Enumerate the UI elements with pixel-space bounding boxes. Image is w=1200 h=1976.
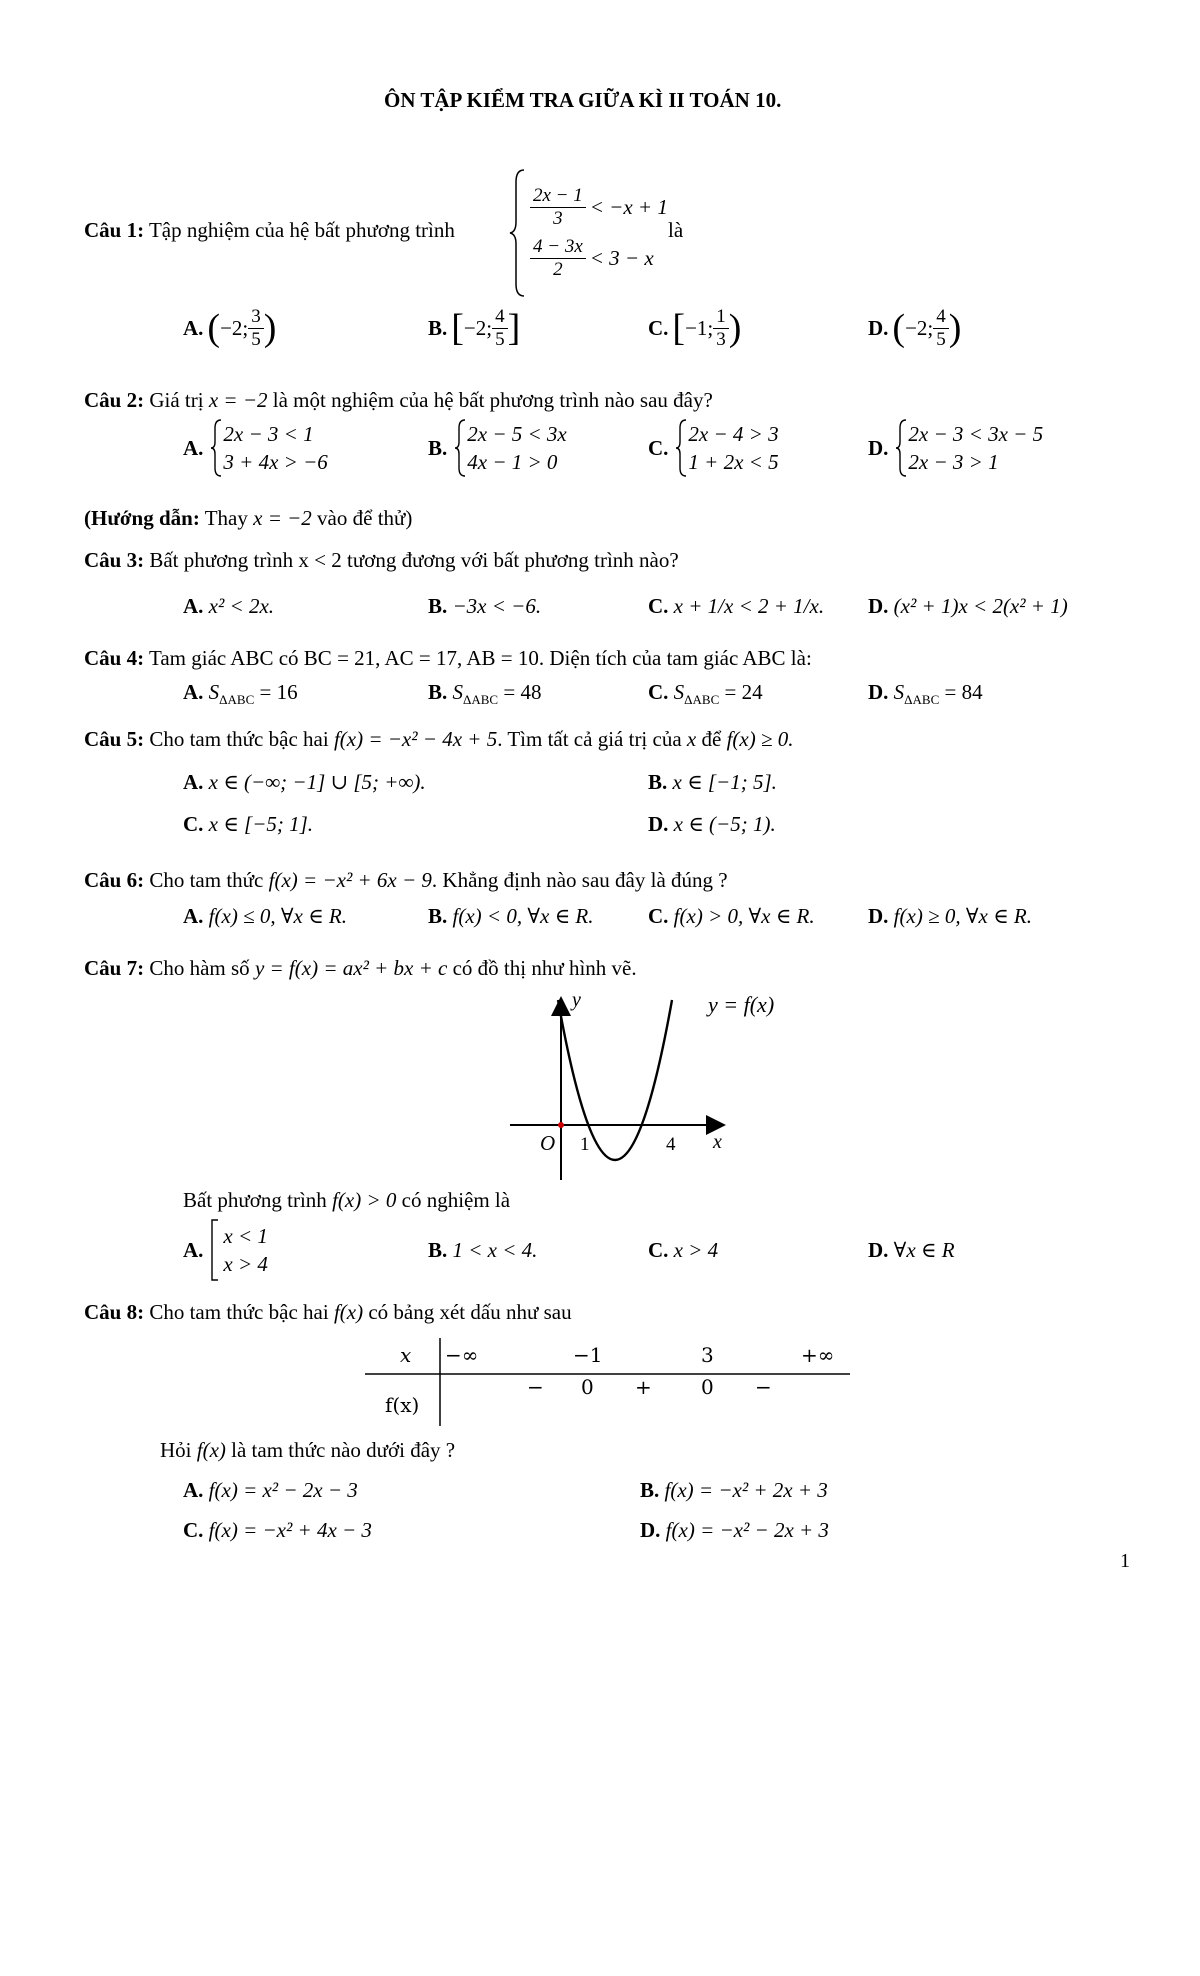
option-text: x ∈ [−1; 5]. — [672, 770, 777, 794]
option-label: C. — [183, 1518, 204, 1542]
option-value: −2; — [220, 315, 249, 340]
q7-question-expr: f(x) > 0 — [332, 1188, 397, 1212]
page-number: 1 — [1120, 1550, 1130, 1572]
q7-question-a: Bất phương trình — [183, 1188, 327, 1212]
area-sub: ΔABC — [463, 692, 499, 708]
q2-label: Câu 2: — [84, 388, 145, 412]
table-cell: − — [527, 1375, 544, 1399]
option-value: −2; — [905, 315, 934, 340]
table-head-x: x — [400, 1343, 412, 1367]
curve-label: y = f(x) — [708, 992, 775, 1017]
bracket: [ — [451, 307, 464, 350]
sys-line: 4x − 1 > 0 — [467, 450, 558, 474]
option-text: f(x) ≤ 0, ∀x ∈ R. — [208, 904, 347, 928]
q7-expr: y = f(x) = ax² + bx + c — [254, 956, 448, 980]
option-text: x ∈ (−5; 1). — [673, 812, 776, 836]
bracket: ) — [948, 307, 962, 350]
q1-stem — [84, 218, 455, 243]
q5-option-a[interactable] — [183, 770, 426, 795]
q1-label: Câu 1: — [84, 218, 145, 242]
option-label: D. — [868, 594, 889, 618]
q4-option-d[interactable] — [868, 680, 983, 708]
q1-eq2-den: 2 — [553, 258, 563, 280]
bracket: ) — [263, 307, 277, 350]
q4-stem — [84, 646, 812, 671]
option-label: B. — [428, 680, 448, 704]
q7-option-d[interactable] — [868, 1238, 955, 1263]
q2-stem — [84, 388, 713, 413]
q2-text-b: là một nghiệm của hệ bất phương trình nào sau đây? — [272, 388, 713, 412]
option-label: A. — [183, 770, 204, 794]
q5-option-d[interactable] — [648, 812, 776, 837]
q3-option-c[interactable] — [648, 594, 824, 619]
q4-option-b[interactable] — [428, 680, 541, 708]
option-label: B. — [428, 435, 448, 460]
q8-question-a: Hỏi — [160, 1438, 192, 1462]
q5-label: Câu 5: — [84, 727, 145, 751]
q5-option-b[interactable] — [648, 770, 777, 795]
q6-option-c[interactable] — [648, 904, 815, 929]
table-cell: +∞ — [801, 1343, 835, 1367]
q7-option-a[interactable] — [183, 1218, 268, 1282]
q3-text: Bất phương trình x < 2 tương đương với bất phương trình nào? — [149, 548, 679, 572]
option-label: A. — [183, 594, 204, 618]
frac-den: 5 — [936, 328, 946, 350]
left-bracket-icon — [209, 1218, 219, 1282]
frac-den: 3 — [716, 328, 726, 350]
q1-option-b[interactable] — [428, 306, 520, 351]
table-cell: − — [755, 1375, 772, 1399]
q7-option-c[interactable] — [648, 1238, 718, 1263]
table-cell: −∞ — [445, 1343, 479, 1367]
option-label: B. — [428, 904, 448, 928]
q1-eq1-rhs: < −x + 1 — [589, 195, 668, 220]
option-label: D. — [868, 680, 889, 704]
option-label: D. — [868, 315, 889, 340]
sys-line: 2x − 3 < 1 — [223, 421, 314, 446]
q1-eq1-num: 2x − 1 — [530, 185, 586, 208]
option-text: 1 < x < 4. — [452, 1238, 538, 1262]
sys-line: 3 + 4x > −6 — [223, 450, 328, 474]
option-label: A. — [183, 904, 204, 928]
q2-option-a[interactable] — [183, 418, 328, 478]
hint-text: Thay — [204, 506, 248, 530]
option-value: = 16 — [259, 680, 298, 704]
table-cell: 3 — [701, 1343, 714, 1367]
page-title: ÔN TẬP KIỂM TRA GIỮA KÌ II TOÁN 10. — [384, 88, 782, 112]
option-text: f(x) > 0, ∀x ∈ R. — [673, 904, 815, 928]
option-text: −3x < −6. — [452, 594, 542, 618]
frac-num: 4 — [492, 306, 508, 329]
table-cell: + — [635, 1375, 652, 1399]
q1-eq1-den: 3 — [553, 208, 563, 230]
q1-option-a[interactable] — [183, 306, 276, 351]
q1-eq2-num: 4 − 3x — [530, 236, 586, 259]
sys-line: 2x − 3 < 3x − 5 — [908, 421, 1044, 446]
option-value: −1; — [685, 315, 714, 340]
q1-system — [508, 168, 668, 298]
tick-label: 4 — [666, 1134, 676, 1155]
frac-num: 1 — [713, 306, 729, 329]
option-label: B. — [428, 1238, 448, 1262]
q5-option-c[interactable] — [183, 812, 313, 837]
option-label: C. — [648, 1238, 669, 1262]
option-label: A. — [183, 680, 204, 704]
q5-stem — [84, 727, 794, 752]
q8-text-a: Cho tam thức bậc hai — [149, 1300, 329, 1324]
hint-text: vào để thử) — [317, 506, 413, 530]
q6-stem — [84, 868, 728, 893]
q8-question-expr: f(x) — [196, 1438, 226, 1462]
q8-text-b: có bảng xét dấu như sau — [368, 1300, 572, 1324]
q7-label: Câu 7: — [84, 956, 145, 980]
option-label: A. — [183, 1237, 204, 1262]
q1-option-c[interactable] — [648, 306, 741, 351]
sys-line: 2x − 3 > 1 — [908, 450, 999, 474]
sign-table — [365, 1332, 855, 1428]
q7-text-a: Cho hàm số — [149, 956, 250, 980]
table-cell: 0 — [701, 1375, 714, 1399]
option-text: x ∈ (−∞; −1] ∪ [5; +∞). — [208, 770, 426, 794]
q8-question — [160, 1438, 455, 1463]
option-label: C. — [183, 812, 204, 836]
q2-option-c[interactable] — [648, 418, 779, 478]
q6-text-a: Cho tam thức — [149, 868, 264, 892]
option-text: x > 4 — [673, 1238, 719, 1262]
option-text: x² < 2x. — [208, 594, 275, 618]
q2-expr: x = −2 — [208, 388, 268, 412]
q3-label: Câu 3: — [84, 548, 145, 572]
bracket: ( — [892, 307, 906, 350]
q4-label: Câu 4: — [84, 646, 145, 670]
q6-option-a[interactable] — [183, 904, 347, 929]
hint-expr: x = −2 — [253, 506, 312, 530]
table-cell: 0 — [581, 1375, 594, 1399]
q8-stem — [84, 1300, 572, 1325]
left-brace-icon — [894, 418, 908, 478]
option-label: D. — [868, 1238, 889, 1262]
q4-text: Tam giác ABC có BC = 21, AC = 17, AB = 10. Diện tích của tam giác ABC là: — [148, 646, 812, 670]
q5-cond: f(x) ≥ 0. — [726, 727, 794, 751]
q8-option-d[interactable] — [640, 1518, 829, 1543]
q8-option-c[interactable] — [183, 1518, 372, 1543]
area-symbol: S — [208, 680, 220, 704]
option-label: D. — [648, 812, 669, 836]
q7-text-b: có đồ thị như hình vẽ. — [452, 956, 637, 980]
option-text: f(x) = −x² + 2x + 3 — [664, 1478, 828, 1502]
option-label: C. — [648, 594, 669, 618]
option-text: x ∈ [−5; 1]. — [208, 812, 314, 836]
area-sub: ΔABC — [904, 692, 940, 708]
q5-expr: f(x) = −x² − 4x + 5 — [333, 727, 498, 751]
origin-point — [558, 1122, 564, 1128]
q3-option-a[interactable] — [183, 594, 274, 619]
area-symbol: S — [893, 680, 905, 704]
left-brace-icon — [453, 418, 467, 478]
frac-den: 5 — [251, 328, 261, 350]
frac-den: 5 — [495, 328, 505, 350]
option-text: f(x) ≥ 0, ∀x ∈ R. — [893, 904, 1032, 928]
option-value: = 48 — [503, 680, 542, 704]
q6-label: Câu 6: — [84, 868, 145, 892]
option-label: C. — [648, 904, 669, 928]
sys-line: x > 4 — [223, 1252, 268, 1276]
sys-line: 1 + 2x < 5 — [688, 450, 779, 474]
sys-line: 2x − 4 > 3 — [688, 421, 779, 446]
option-text: (x² + 1)x < 2(x² + 1) — [893, 594, 1068, 618]
option-text: f(x) = −x² − 2x + 3 — [665, 1518, 829, 1542]
left-brace-icon — [674, 418, 688, 478]
q7-question — [183, 1188, 510, 1213]
q5-text-a: Cho tam thức bậc hai — [149, 727, 329, 751]
option-label: A. — [183, 435, 204, 460]
q7-option-b[interactable] — [428, 1238, 537, 1263]
sys-line: 2x − 5 < 3x — [467, 421, 567, 446]
q4-option-c[interactable] — [648, 680, 763, 708]
area-symbol: S — [673, 680, 685, 704]
parabola-curve — [558, 1000, 672, 1160]
q6-expr: f(x) = −x² + 6x − 9 — [268, 868, 432, 892]
q4-option-a[interactable] — [183, 680, 298, 708]
option-label: D. — [868, 435, 889, 460]
q6-text-b: . Khẳng định nào sau đây là đúng ? — [431, 868, 728, 892]
q6-option-d[interactable] — [868, 904, 1032, 929]
bracket: ) — [728, 307, 742, 350]
left-brace-icon — [209, 418, 223, 478]
option-label: B. — [640, 1478, 660, 1502]
option-label: B. — [428, 315, 448, 340]
left-brace-icon — [508, 168, 526, 298]
bracket: ( — [207, 307, 221, 350]
q2-option-b[interactable] — [428, 418, 567, 478]
option-label: A. — [183, 1478, 204, 1502]
option-label: A. — [183, 315, 204, 340]
option-label: C. — [648, 680, 669, 704]
area-sub: ΔABC — [219, 692, 255, 708]
option-label: B. — [648, 770, 668, 794]
x-axis-label: x — [713, 1131, 722, 1153]
option-text: f(x) = −x² + 4x − 3 — [208, 1518, 372, 1542]
table-cell: −1 — [573, 1343, 603, 1367]
hint-label: (Hướng dẫn: — [84, 506, 200, 530]
q1-option-d[interactable] — [868, 306, 961, 351]
q8-label: Câu 8: — [84, 1300, 145, 1324]
q8-option-b[interactable] — [640, 1478, 828, 1503]
bracket: [ — [672, 307, 686, 350]
q2-text-a: Giá trị — [149, 388, 204, 412]
frac-num: 3 — [248, 306, 264, 329]
q8-expr: f(x) — [333, 1300, 364, 1324]
option-value: = 24 — [724, 680, 763, 704]
q3-stem — [84, 548, 679, 573]
q1-text: Tập nghiệm của hệ bất phương trình — [148, 218, 455, 242]
option-label: B. — [428, 594, 448, 618]
q5-text-b: . Tìm tất cả giá trị của — [497, 727, 682, 751]
y-axis-label: y — [572, 990, 581, 1011]
q5-text-c: để — [701, 727, 722, 751]
tick-label: 1 — [580, 1134, 590, 1155]
area-symbol: S — [452, 680, 464, 704]
option-label: C. — [648, 435, 669, 460]
origin-label: O — [540, 1131, 556, 1155]
area-sub: ΔABC — [684, 692, 720, 708]
q2-hint — [84, 506, 412, 531]
q2-option-d[interactable] — [868, 418, 1043, 478]
q5-var: x — [686, 727, 697, 751]
option-text: f(x) = x² − 2x − 3 — [208, 1478, 358, 1502]
table-head-fx: f(x) — [385, 1393, 420, 1417]
q1-eq2-rhs: < 3 − x — [589, 246, 654, 271]
option-text: ∀x ∈ R — [893, 1238, 955, 1262]
frac-num: 4 — [933, 306, 949, 329]
sys-line: x < 1 — [223, 1223, 268, 1248]
q7-question-b: có nghiệm là — [401, 1188, 511, 1212]
q3-option-b[interactable] — [428, 594, 541, 619]
q7-stem — [84, 956, 637, 981]
q1-tail: là — [668, 218, 684, 242]
option-value: = 84 — [944, 680, 983, 704]
q8-option-a[interactable] — [183, 1478, 358, 1503]
q7-graph — [500, 990, 940, 1190]
option-text: x + 1/x < 2 + 1/x. — [673, 594, 825, 618]
q6-option-b[interactable] — [428, 904, 593, 929]
option-label: C. — [648, 315, 669, 340]
option-label: D. — [868, 904, 889, 928]
option-value: −2; — [463, 315, 493, 340]
option-label: D. — [640, 1518, 661, 1542]
option-text: f(x) < 0, ∀x ∈ R. — [452, 904, 594, 928]
q3-option-d[interactable] — [868, 594, 1068, 619]
bracket: ] — [507, 307, 521, 350]
q8-question-b: là tam thức nào dưới đây ? — [231, 1438, 456, 1462]
